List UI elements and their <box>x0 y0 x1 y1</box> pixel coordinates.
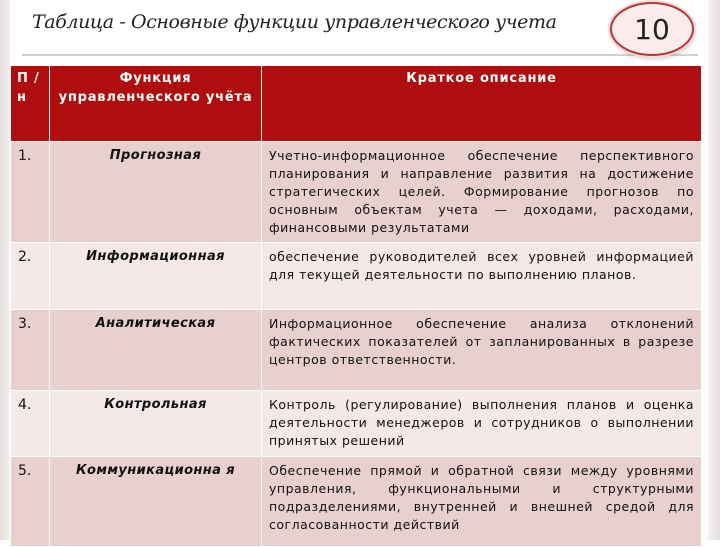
header-function: Функция управленческого учёта <box>50 66 262 142</box>
table-row <box>11 391 702 457</box>
row-function: Аналитическая <box>50 310 262 391</box>
title-divider <box>22 54 698 56</box>
right-frame-border <box>708 0 720 540</box>
row-number: 5. <box>11 457 50 547</box>
table-row <box>11 310 702 391</box>
page-number-badge: 10 <box>610 2 694 56</box>
table-row <box>11 243 702 310</box>
table-row <box>11 457 702 547</box>
row-description: Контроль (регулирование) выполнения планов и оценка деятельности менеджеров и сотрудников о выполнении принятых решений <box>262 391 702 457</box>
row-number: 2. <box>11 243 50 310</box>
row-description: обеспечение руководителей всех уровней информацией для текущей деятельности по выполнению планов. <box>262 243 702 310</box>
row-description: Обеспечение прямой и обратной связи между уровнями управления, функциональными и структурными подразделениями, внутренней и внешней средой для согласованности действий <box>262 457 702 547</box>
slide-title: Таблица - Основные функции управленческого учета <box>32 11 557 33</box>
row-number: 1. <box>11 142 50 243</box>
row-function: Коммуникационна я <box>50 457 262 547</box>
row-description: Информационное обеспечение анализа отклонений фактических показателей от запланированных в разрезе центров ответственности. <box>262 310 702 391</box>
row-description: Учетно-информационное обеспечение перспективного планирования и направление развития на достижение стратегических целей. Формирование прогнозов по основным объектам учета — доходами, расходами, финансовыми результатами <box>262 142 702 243</box>
left-frame-border <box>0 0 10 540</box>
functions-table <box>10 65 702 547</box>
header-description: Краткое описание <box>262 66 702 142</box>
table-header-row <box>11 66 702 142</box>
row-function: Информационная <box>50 243 262 310</box>
row-number: 4. <box>11 391 50 457</box>
row-number: 3. <box>11 310 50 391</box>
header-number: П /н <box>11 66 50 142</box>
table-row <box>11 142 702 243</box>
row-function: Прогнозная <box>50 142 262 243</box>
row-function: Контрольная <box>50 391 262 457</box>
